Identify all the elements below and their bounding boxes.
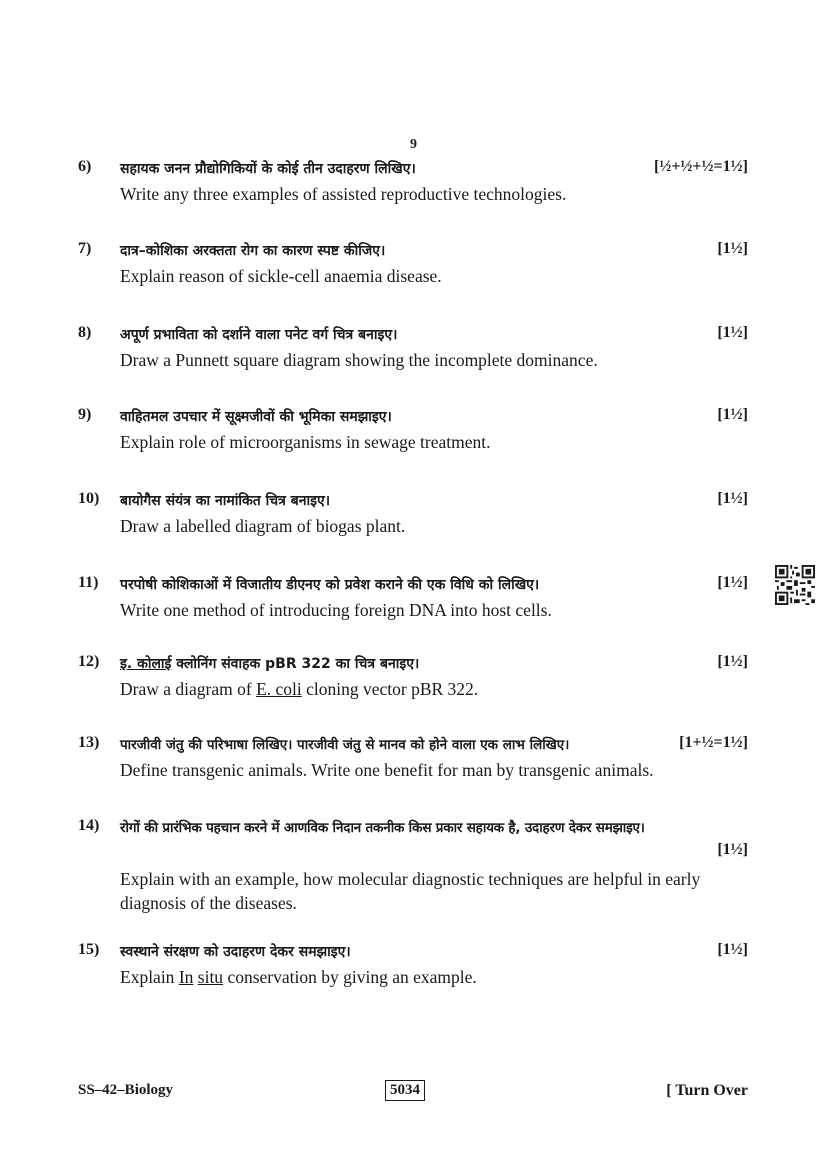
question-text-hindi: पारजीवी जंतु की परिभाषा लिखिए। पारजीवी जंतु से मानव को होने वाला एक लाभ लिखिए। (120, 737, 570, 753)
underlined-term: इ. कोलाई (120, 656, 172, 672)
page-footer (78, 1080, 748, 1104)
question-marks: [1½] (717, 406, 748, 423)
question-marks: [1½] (717, 574, 748, 591)
underlined-term: situ (197, 967, 224, 987)
question-text-hindi: सहायक जनन प्रौद्योगिकियों के कोई तीन उदाहरण लिखिए। (120, 161, 416, 177)
question-number: 12) (78, 653, 100, 670)
question-number: 15) (78, 941, 100, 958)
question-text-english (120, 965, 748, 989)
question-number: 10) (78, 490, 100, 507)
question-7 (78, 238, 748, 322)
question-text-english: Define transgenic animals. Write one benefit for man by transgenic animals. (120, 760, 654, 780)
question-9 (78, 404, 748, 488)
paper-number-box: 5034 (385, 1080, 425, 1101)
question-text-hindi: वाहितमल उपचार में सूक्ष्मजीवों की भूमिका समझाइए। (120, 409, 392, 425)
question-number: 11) (78, 574, 99, 591)
question-text-hindi: रोगों की प्रारंभिक पहचान करने में आणविक निदान तकनीक किस प्रकार सहायक है, उदाहरण देकर समझाइए। (120, 820, 645, 836)
question-text-hindi: परपोषी कोशिकाओं में विजातीय डीएनए को प्रवेश कराने की एक विधि को लिखिए। (120, 577, 540, 593)
question-list (78, 156, 748, 999)
question-text-hindi: स्वस्थाने संरक्षण को उदाहरण देकर समझाइए। (120, 944, 351, 960)
question-12 (78, 651, 748, 732)
text-part: Explain (120, 967, 179, 987)
question-marks: [1+½=1½] (679, 734, 748, 751)
question-marks: [1½] (717, 941, 748, 958)
question-number: 9) (78, 406, 92, 423)
question-text-hindi: बायोगैस संयंत्र का नामांकित चित्र बनाइए। (120, 493, 331, 509)
question-number: 6) (78, 158, 92, 175)
question-text-english: Draw a labelled diagram of biogas plant. (120, 516, 406, 536)
question-14 (78, 815, 748, 939)
underlined-term: In (178, 967, 194, 987)
question-number: 8) (78, 324, 92, 341)
question-number: 7) (78, 240, 92, 257)
question-marks: [1½] (717, 490, 748, 507)
question-text-hindi: दात्र–कोशिका अरक्तता रोग का कारण स्पष्ट कीजिए। (120, 243, 386, 259)
text-part: cloning vector pBR 322. (301, 679, 479, 699)
underlined-term: E. coli (256, 679, 302, 699)
question-text-english: Write one method of introducing foreign DNA into host cells. (120, 600, 552, 620)
question-text-english (120, 677, 748, 701)
question-6 (78, 156, 748, 238)
question-marks: [1½] (717, 841, 748, 858)
text-part: conservation by giving an example. (223, 967, 477, 987)
question-marks: [1½] (717, 653, 748, 670)
question-text-hindi: अपूर्ण प्रभाविता को दर्शाने वाला पनेट वर्ग चित्र बनाइए। (120, 327, 398, 343)
question-11 (78, 572, 748, 651)
question-text-english: Explain role of microorganisms in sewage treatment. (120, 432, 491, 452)
question-text-hindi (120, 654, 419, 673)
question-text-english: Draw a Punnett square diagram showing the incomplete dominance. (120, 350, 598, 370)
question-13 (78, 732, 748, 815)
question-marks: [1½] (717, 240, 748, 257)
question-8 (78, 322, 748, 404)
paper-code: SS–42–Biology (78, 1082, 174, 1098)
qr-code-icon (775, 565, 815, 605)
text-part: Draw a diagram of (120, 679, 257, 699)
question-text-rest: क्लोनिंग संवाहक pBR 322 का चित्र बनाइए। (171, 656, 420, 672)
question-text-english: Explain reason of sickle-cell anaemia disease. (120, 266, 442, 286)
question-marks: [1½] (717, 324, 748, 341)
question-text-english: Explain with an example, how molecular diagnostic techniques are helpful in early diagnosis of the diseases. (120, 869, 701, 913)
turn-over-note: [ Turn Over (666, 1082, 748, 1099)
question-text-english: Write any three examples of assisted reproductive technologies. (120, 184, 567, 204)
question-number: 13) (78, 734, 100, 751)
question-marks: [½+½+½=1½] (653, 158, 748, 175)
question-15 (78, 939, 748, 999)
question-10 (78, 488, 748, 572)
question-number: 14) (78, 817, 100, 834)
page-number: 9 (410, 137, 417, 152)
